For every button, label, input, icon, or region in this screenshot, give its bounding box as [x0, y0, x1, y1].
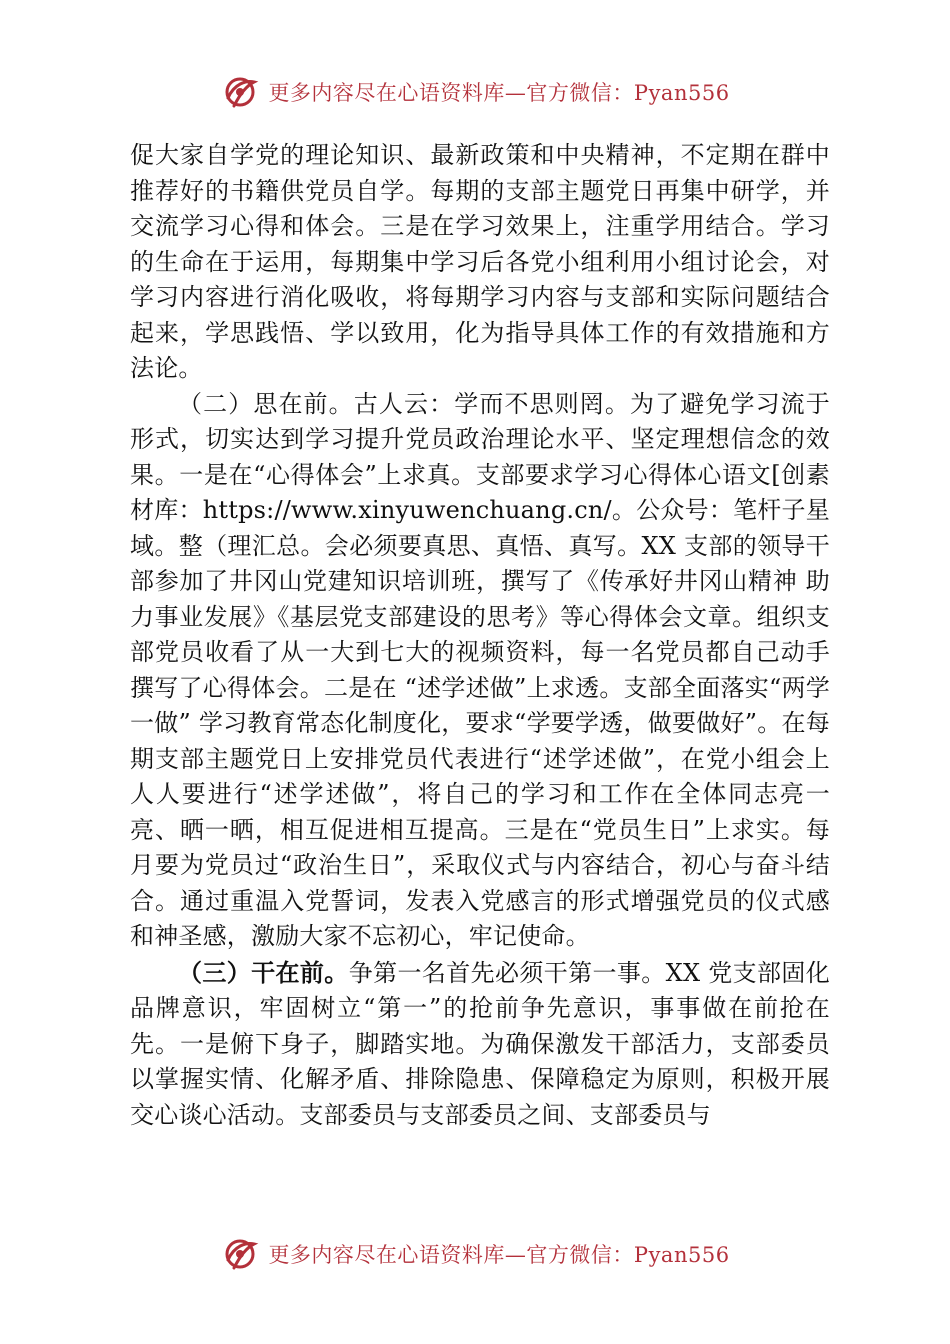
brand-logo-icon — [220, 72, 260, 112]
banner-text: 更多内容尽在心语资料库—官方微信：Pyan556 — [268, 81, 730, 105]
document-body — [130, 138, 830, 1133]
footer-banner — [0, 1232, 950, 1276]
paragraph-2: （二）思在前。古人云：学而不思则罔。为了避免学习流于形式，切实达到学习提升党员政治理论水平、坚定理想信念的效果。一是在“心得体会”上求真。支部要求学习心得体心语文[创素材库：https://www.xinyuwenchuang.cn/。公众号：笔杆子星域。整（理汇总。会必须要真思、真悟、真写。XX 支部的领导干部参加了井冈山党建知识培训班，撰写了《传承好井冈山精神 助力事业发展》《基层党支部建设的思考》等心得体会文章。组织支部党员收看了从一大到七大的视频资料，每一名党员都自己动手撰写了心得体会。二是在 “述学述做”上求透。支部全面落实“两学一做” 学习教育常态化制度化，要求“学要学透，做要做好”。在每期支部主题党日上安排党员代表进行“述学述做”，在党小组会上人人要进行“述学述做”，将自己的学习和工作在全体同志亮一亮、晒一晒，相互促进相互提高。三是在“党员生日”上求实。每月要为党员过“政治生日”，采取仪式与内容结合，初心与奋斗结合。通过重温入党誓词，发表入党感言的形式增强党员的仪式感和神圣感，激励大家不忘初心，牢记使命。 — [130, 389, 830, 950]
section-3-heading: （三）干在前。 — [178, 957, 349, 987]
paragraph-3 — [130, 955, 830, 1134]
brand-logo-icon — [220, 1234, 260, 1274]
section-3-body: 争第一名首先必须干第一事。XX 党支部固化品牌意识，牢固树立“第一”的抢前争先意识，事事做在前抢在先。一是俯下身子，脚踏实地。为确保激发干部活力，支部委员以掌握实情、化解矛盾、排除隐患、保障稳定为原则，积极开展交心谈心活动。支部委员与支部委员之间、支部委员与 — [130, 958, 830, 1129]
banner-text: 更多内容尽在心语资料库—官方微信：Pyan556 — [268, 1243, 730, 1267]
paragraph-1: 促大家自学党的理论知识、最新政策和中央精神，不定期在群中推荐好的书籍供党员自学。每期的支部主题党日再集中研学，并交流学习心得和体会。三是在学习效果上，注重学用结合。学习的生命在于运用，每期集中学习后各党小组利用小组讨论会，对学习内容进行消化吸收，将每期学习内容与支部和实际问题结合起来，学思践悟、学以致用，化为指导具体工作的有效措施和方法论。 — [130, 141, 830, 382]
header-banner — [0, 70, 950, 114]
